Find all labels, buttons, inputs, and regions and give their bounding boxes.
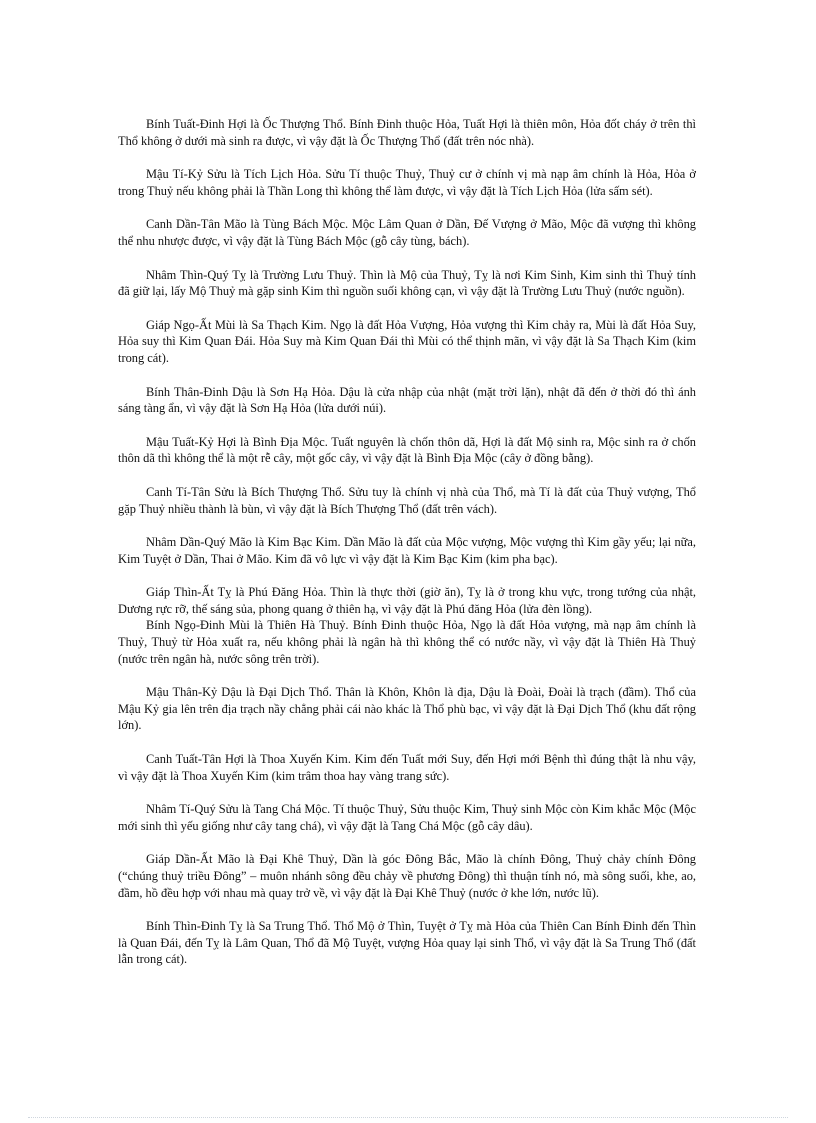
paragraph-tung-bach-moc: Canh Dần-Tân Mão là Tùng Bách Mộc. Mộc Lâm Quan ở Dần, Đế Vượng ở Mão, Mộc đã vượng thì không thể nhu nhược được, vì vậy đặt là Tùng Bách Mộc (gỗ cây tùng, bách). xyxy=(118,217,696,248)
paragraph-truong-luu-thuy: Nhâm Thìn-Quý Tỵ là Trường Lưu Thuỷ. Thìn là Mộ của Thuỷ, Tỵ là nơi Kim Sinh, Kim sinh thì Thuỷ tính đã giữ lại, lấy Mộ Thuỷ mà gặp sinh Kim thì nguồn suối không cạn, vì vậy đặt là Trường Lưu Thuỷ (nước nguồn). xyxy=(118,267,696,299)
paragraph-son-ha-hoa: Bính Thân-Đinh Dậu là Sơn Hạ Hỏa. Dậu là cửa nhập của nhật (mặt trời lặn), nhật đã đến ở thời đó thì ánh sáng tàng ẩn, vì vậy đặt là Sơn Hạ Hỏa (lửa dưới núi). xyxy=(118,384,696,416)
paragraph-kim-bac-kim: Nhâm Dần-Quý Mão là Kim Bạc Kim. Dần Mão là đất của Mộc vượng, Mộc vượng thì Kim gầy yếu; lại nữa, Kim Tuyệt ở Dần, Thai ở Mão. Kim đã vô lực vì vậy đặt là Kim Bạc Kim (kim pha bạc). xyxy=(118,535,696,566)
paragraph-tang-cha-moc: Nhâm Tí-Quý Sửu là Tang Chá Mộc. Tí thuộc Thuỷ, Sửu thuộc Kim, Thuỷ sinh Mộc còn Kim khắc Mộc (Mộc mới sinh thì yếu giống như cây tang chá), vì vậy đặt là Tang Chá Mộc (gỗ cây dâu). xyxy=(118,802,696,833)
paragraph-phu-dang-hoa: Giáp Thìn-Ất Tỵ là Phú Đăng Hỏa. Thìn là thực thời (giờ ăn), Tỵ là ở trong khu vực, trong tướng của nhật, Dương rực rỡ, thế sáng sủa, phong quang ở thiên hạ, vì vậy đặt là Phú đăng Hỏa (lửa đèn lồng). xyxy=(118,585,696,616)
paragraph-thoa-xuyen-kim: Canh Tuất-Tân Hợi là Thoa Xuyến Kim. Kim đến Tuất mới Suy, đến Hợi mới Bệnh thì đúng thật là nhu vậy, vì vậy đặt là Thoa Xuyến Kim (kim trâm thoa hay vàng trang sức). xyxy=(118,752,696,783)
paragraph-thien-ha-thuy: Bính Ngọ-Đinh Mùi là Thiên Hà Thuỷ. Bính Đinh thuộc Hỏa, Ngọ là đất Hỏa vượng, mà nạp âm chính là Thuỷ, Thuỷ từ Hỏa xuất ra, nếu không phải là ngân hà thì không thể có nước nầy, vì vậy đặt là Thiên Hà Thuỷ (nước trên ngân hà, nước sông trên trời). xyxy=(118,618,696,666)
paragraph-bich-thuong-tho: Canh Tí-Tân Sửu là Bích Thượng Thổ. Sửu tuy là chính vị nhà của Thổ, mà Tí là đất của Thuỷ vượng, Thổ gặp Thuỷ nhiều thành là bùn, vì vậy đặt là Bích Thượng Thổ (đất trên vách). xyxy=(118,484,696,516)
page-bottom-divider xyxy=(28,1117,788,1118)
paragraph-sa-trung-tho: Bính Thìn-Đinh Tỵ là Sa Trung Thổ. Thổ Mộ ở Thìn, Tuyệt ở Tỵ mà Hỏa của Thiên Can Bính Đinh đến Thìn là Quan Đái, đến Tỵ là Lâm Quan, Thổ đã Mộ Tuyệt, vượng Hỏa quay lại sinh Thổ, vì vậy đặt là Sa Trung Thổ (đất lẫn trong cát). xyxy=(118,919,696,967)
paragraph-binh-dia-moc: Mậu Tuất-Kỷ Hợi là Bình Địa Mộc. Tuất nguyên là chốn thôn dã, Hợi là đất Mộ sinh ra, Mộc sinh ra ở chốn thôn dã thì không thể là một rễ cây, một gốc cây, vì vậy đặt là Bình Địa Mộc (cây ở đồng bằng). xyxy=(118,434,696,466)
paragraph-dai-dich-tho: Mậu Thân-Kỷ Dậu là Đại Dịch Thổ. Thân là Khôn, Khôn là địa, Dậu là Đoài, Đoài là trạch (đầm). Thổ của Mậu Kỷ gia lên trên địa trạch nầy chẳng phải cái nào khác là Thổ phù bạc, vì vậy đặt là Đại Dịch Thổ (khu đất rộng lớn). xyxy=(118,685,696,733)
paragraph-dai-khe-thuy: Giáp Dần-Ất Mão là Đại Khê Thuỷ, Dần là góc Đông Bắc, Mão là chính Đông, Thuỷ chảy chính Đông (“chúng thuỷ triều Đông” – muôn nhánh sông đều chảy về phương Đông) thì thuận tính nó, mà sông suối, khe, ao, đầm, hồ đều hợp với nhau mà quay trở về, vì vậy đặt là Đại Khê Thuỷ (nước ở khe lớn, nước lũ). xyxy=(118,852,696,900)
paragraph-oc-thuong-tho: Bính Tuất-Đinh Hợi là Ốc Thượng Thổ. Bính Đinh thuộc Hỏa, Tuất Hợi là thiên môn, Hỏa đốt cháy ở trên thì Thổ không ở dưới mà sinh ra được, vì vậy đặt là Ốc Thượng Thổ (đất trên nóc nhà). xyxy=(118,117,696,148)
paragraph-sa-thach-kim: Giáp Ngọ-Ất Mùi là Sa Thạch Kim. Ngọ là đất Hỏa Vượng, Hỏa vượng thì Kim chảy ra, Mùi là đất Hỏa Suy, Hỏa suy thì Kim Quan Đái. Hỏa Suy mà Kim Quan Đái thì Mùi có thể thịnh mãn, vì vậy đặt là Sa Thạch Kim (kim trong cát). xyxy=(118,317,696,365)
document-body xyxy=(118,116,696,968)
paragraph-tich-lich-hoa: Mậu Tí-Kỷ Sửu là Tích Lịch Hỏa. Sửu Tí thuộc Thuỷ, Thuỷ cư ở chính vị mà nạp âm chính là Hỏa, Hỏa ở trong Thuỷ nếu không phải là Thần Long thì không thể làm được, vì vậy đặt là Tích Lịch Hỏa (lửa sấm sét). xyxy=(118,167,696,198)
